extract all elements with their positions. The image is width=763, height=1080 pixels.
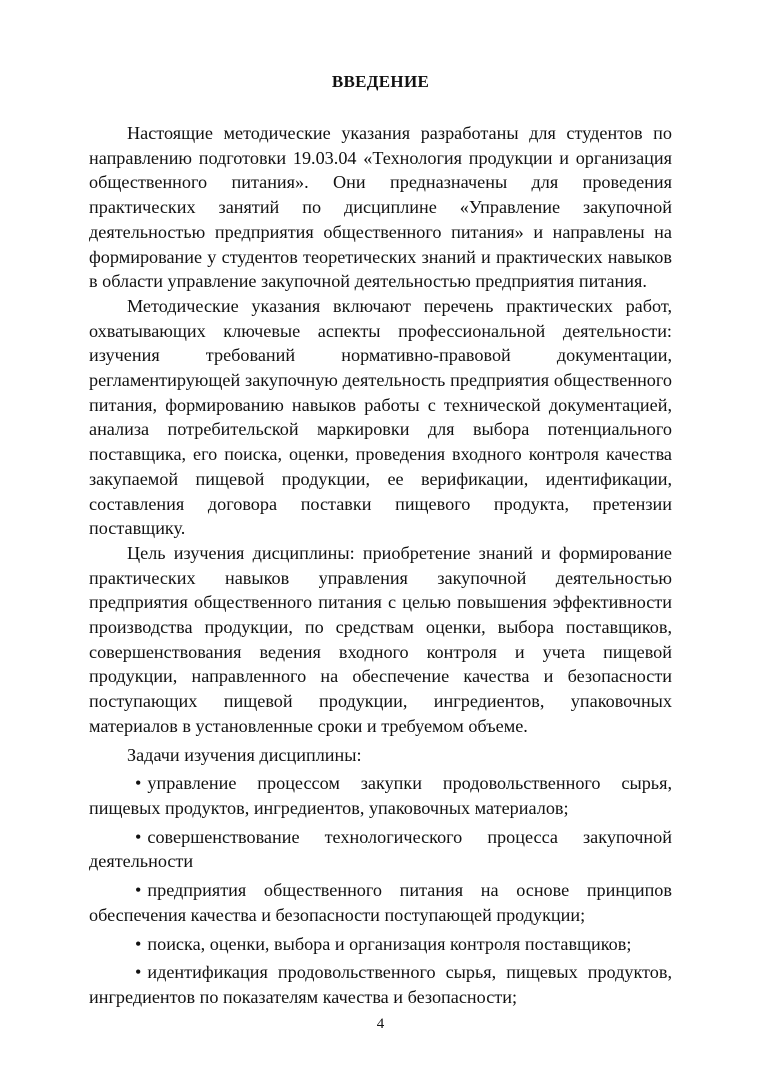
task-text: управление процессом закупки продовольственного сырья, пищевых продуктов, ингредиентов, упаковочных материалов;	[89, 773, 672, 818]
task-text: поиска, оценки, выбора и организация контроля поставщиков;	[147, 933, 632, 954]
task-text: совершенствование технологического процесса закупочной деятельности	[89, 826, 672, 872]
bullet-icon: •	[135, 933, 142, 954]
tasks-list	[89, 771, 672, 1009]
page-title: ВВЕДЕНИЕ	[331, 72, 430, 91]
tasks-heading: Задачи изучения дисциплины:	[127, 744, 362, 765]
bullet-icon: •	[135, 826, 142, 847]
list-item	[89, 878, 672, 927]
task-text: идентификация продовольственного сырья, пищевых продуктов, ингредиентов по показателям качества и безопасности;	[89, 962, 672, 1007]
page-number: 4	[376, 1016, 385, 1032]
list-item	[89, 932, 672, 957]
document-body	[89, 121, 672, 1010]
bullet-icon: •	[135, 880, 142, 901]
bullet-icon: •	[135, 962, 142, 983]
bullet-icon: •	[135, 773, 142, 794]
paragraph-intro: Настоящие методические указания разработаны для студентов по направлению подготовки 19.03.04 «Технология продукции и организация общественного питания». Они предназначены для проведения практических занятий по дисциплине «Управление закупочной деятельностью предприятия общественного питания» и направлены на формирование у студентов теоретических знаний и практических навыков в области управление закупочной деятельностью предприятия питания.	[89, 123, 672, 292]
task-text: предприятия общественного питания на основе принципов обеспечения качества и безопасности поступающей продукции;	[89, 880, 672, 925]
paragraph-contents: Методические указания включают перечень практических работ, охватывающих ключевые аспекты профессиональной деятельности: изучения требований нормативно-правовой документации, регламентирующей закупочную деятельность предприятия общественного питания, формированию навыков работы с технической документацией, анализа потребительской маркировки для выбора потенциального поставщика, его поиска, оценки, проведения входного контроля качества закупаемой пищевой продукции, ее верификации, идентификации, составления договора поставки пищевого продукта, претензии поставщику.	[89, 295, 672, 539]
list-item	[89, 960, 672, 1009]
list-item	[89, 825, 672, 874]
list-item	[89, 771, 672, 820]
paragraph-goal: Цель изучения дисциплины: приобретение знаний и формирование практических навыков управления закупочной деятельностью предприятия общественного питания с целью повышения эффективности производства продукции, по средствам оценки, выбора поставщиков, совершенствования ведения входного контроля и учета пищевой продукции, направленного на обеспечение качества и безопасности поступающих пищевой продукции, ингредиентов, упаковочных материалов в установленные сроки и требуемом объеме.	[89, 542, 672, 736]
